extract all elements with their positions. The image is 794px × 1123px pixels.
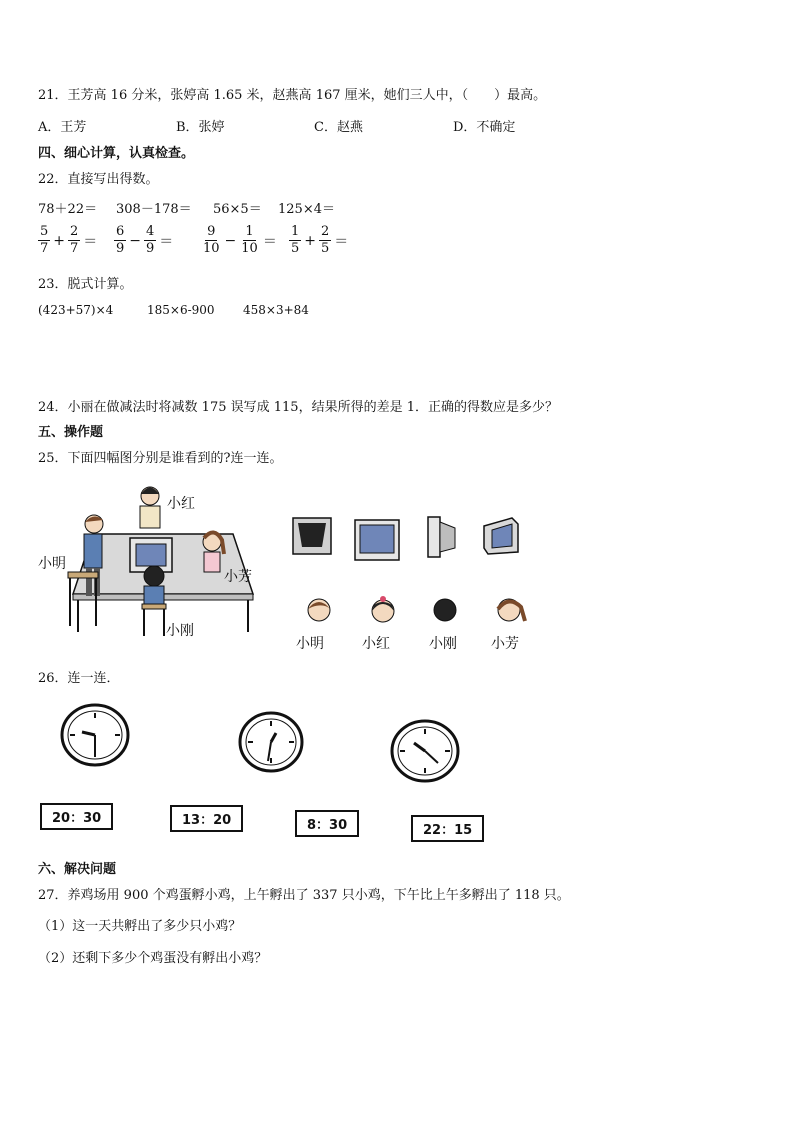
head-label-xiaoming: 小明 — [296, 636, 324, 652]
q27-sub2: （2）还剩下多少个鸡蛋没有孵出小鸡？ — [38, 951, 268, 966]
head-label-xiaofang: 小芳 — [491, 636, 519, 652]
label-xiaogang: 小刚 — [166, 623, 194, 639]
head-label-xiaohong: 小红 — [362, 636, 390, 652]
kid-bottom-body — [144, 586, 164, 604]
kid-left-body — [84, 534, 102, 568]
q22-text: 22．直接写出得数。 — [38, 172, 159, 187]
kid-right-body — [204, 552, 220, 572]
tv-view-back[interactable] — [292, 517, 332, 555]
q23-expr-2: 185×6-900 — [147, 303, 215, 317]
time-box-1[interactable]: 20：30 — [40, 803, 113, 830]
kid-bottom-head — [144, 566, 164, 586]
clock-3[interactable] — [390, 719, 460, 783]
chair-left — [68, 572, 98, 578]
head-xiaogang[interactable] — [432, 595, 458, 625]
q22-expr-1: 78＋22＝ — [38, 202, 98, 217]
label-xiaoming: 小明 — [38, 556, 66, 572]
q27-sub1: （1）这一天共孵出了多少只小鸡？ — [38, 919, 242, 934]
q23-text: 23．脱式计算。 — [38, 277, 133, 292]
section4-title: 四、细心计算，认真检查。 — [38, 146, 195, 161]
q21-option-a[interactable]: A．王芳 — [38, 120, 87, 135]
tv-view-side[interactable] — [427, 516, 457, 558]
q22-fraction-expr-1: $\frac{5}{7}$ + $\frac{2}{7}$ ＝ — [40, 224, 98, 256]
tv-screen — [136, 544, 166, 566]
head-xiaoming[interactable] — [306, 595, 332, 625]
head-label-xiaogang: 小刚 — [429, 636, 457, 652]
q21-option-c[interactable]: C．赵燕 — [314, 120, 363, 135]
time-box-2[interactable]: 13：20 — [170, 805, 243, 832]
q23-expr-1: (423+57)×4 — [38, 303, 114, 317]
chair-bottom — [142, 604, 166, 609]
q24-text: 24．小丽在做减法时将减数 175 误写成 115，结果所得的差是 1．正确的得数应是多少？ — [38, 400, 558, 415]
classroom-scene — [38, 476, 268, 652]
q23-expr-3: 458×3+84 — [243, 303, 309, 317]
label-xiaohong: 小红 — [167, 496, 195, 512]
time-box-3[interactable]: 8：30 — [295, 810, 359, 837]
section6-title: 六、解决问题 — [38, 862, 117, 877]
kid-top-body — [140, 506, 160, 528]
q21-text: 21．王芳高 16 分米，张婷高 1.65 米，赵燕高 167 厘米，她们三人中，（ ）最高。 — [38, 88, 547, 103]
tv-view-angle[interactable] — [482, 516, 520, 556]
head-xiaohong[interactable] — [370, 595, 396, 625]
q25-text: 25．下面四幅图分别是谁看到的?连一连。 — [38, 451, 283, 466]
q22-fraction-expr-3: $\frac{9}{10}$ − $\frac{1}{10}$ ＝ — [203, 224, 277, 256]
clock-2[interactable] — [238, 711, 304, 773]
tv-view-front[interactable] — [354, 519, 400, 561]
time-box-4[interactable]: 22：15 — [411, 815, 484, 842]
q26-text: 26．连一连． — [38, 671, 120, 686]
q22-expr-2: 308－178＝ — [116, 202, 192, 217]
q22-expr-4: 125×4＝ — [278, 202, 335, 217]
q21-option-d[interactable]: D．不确定 — [453, 120, 516, 135]
q27-text: 27．养鸡场用 900 个鸡蛋孵小鸡，上午孵出了 337 只小鸡，下午比上午多孵出了 118 只。 — [38, 888, 570, 903]
clock-1[interactable] — [60, 703, 130, 767]
q22-expr-3: 56×5＝ — [213, 202, 262, 217]
label-xiaofang: 小芳 — [224, 569, 252, 585]
kid-top-hair — [141, 488, 159, 495]
q22-fraction-expr-4: $\frac{1}{5}$ + $\frac{2}{5}$ ＝ — [291, 224, 349, 256]
head-xiaofang[interactable] — [495, 595, 529, 625]
section5-title: 五、操作题 — [38, 425, 104, 440]
q22-fraction-expr-2: $\frac{6}{9}$ − $\frac{4}{9}$ ＝ — [116, 224, 174, 256]
q21-option-b[interactable]: B．张婷 — [176, 120, 225, 135]
